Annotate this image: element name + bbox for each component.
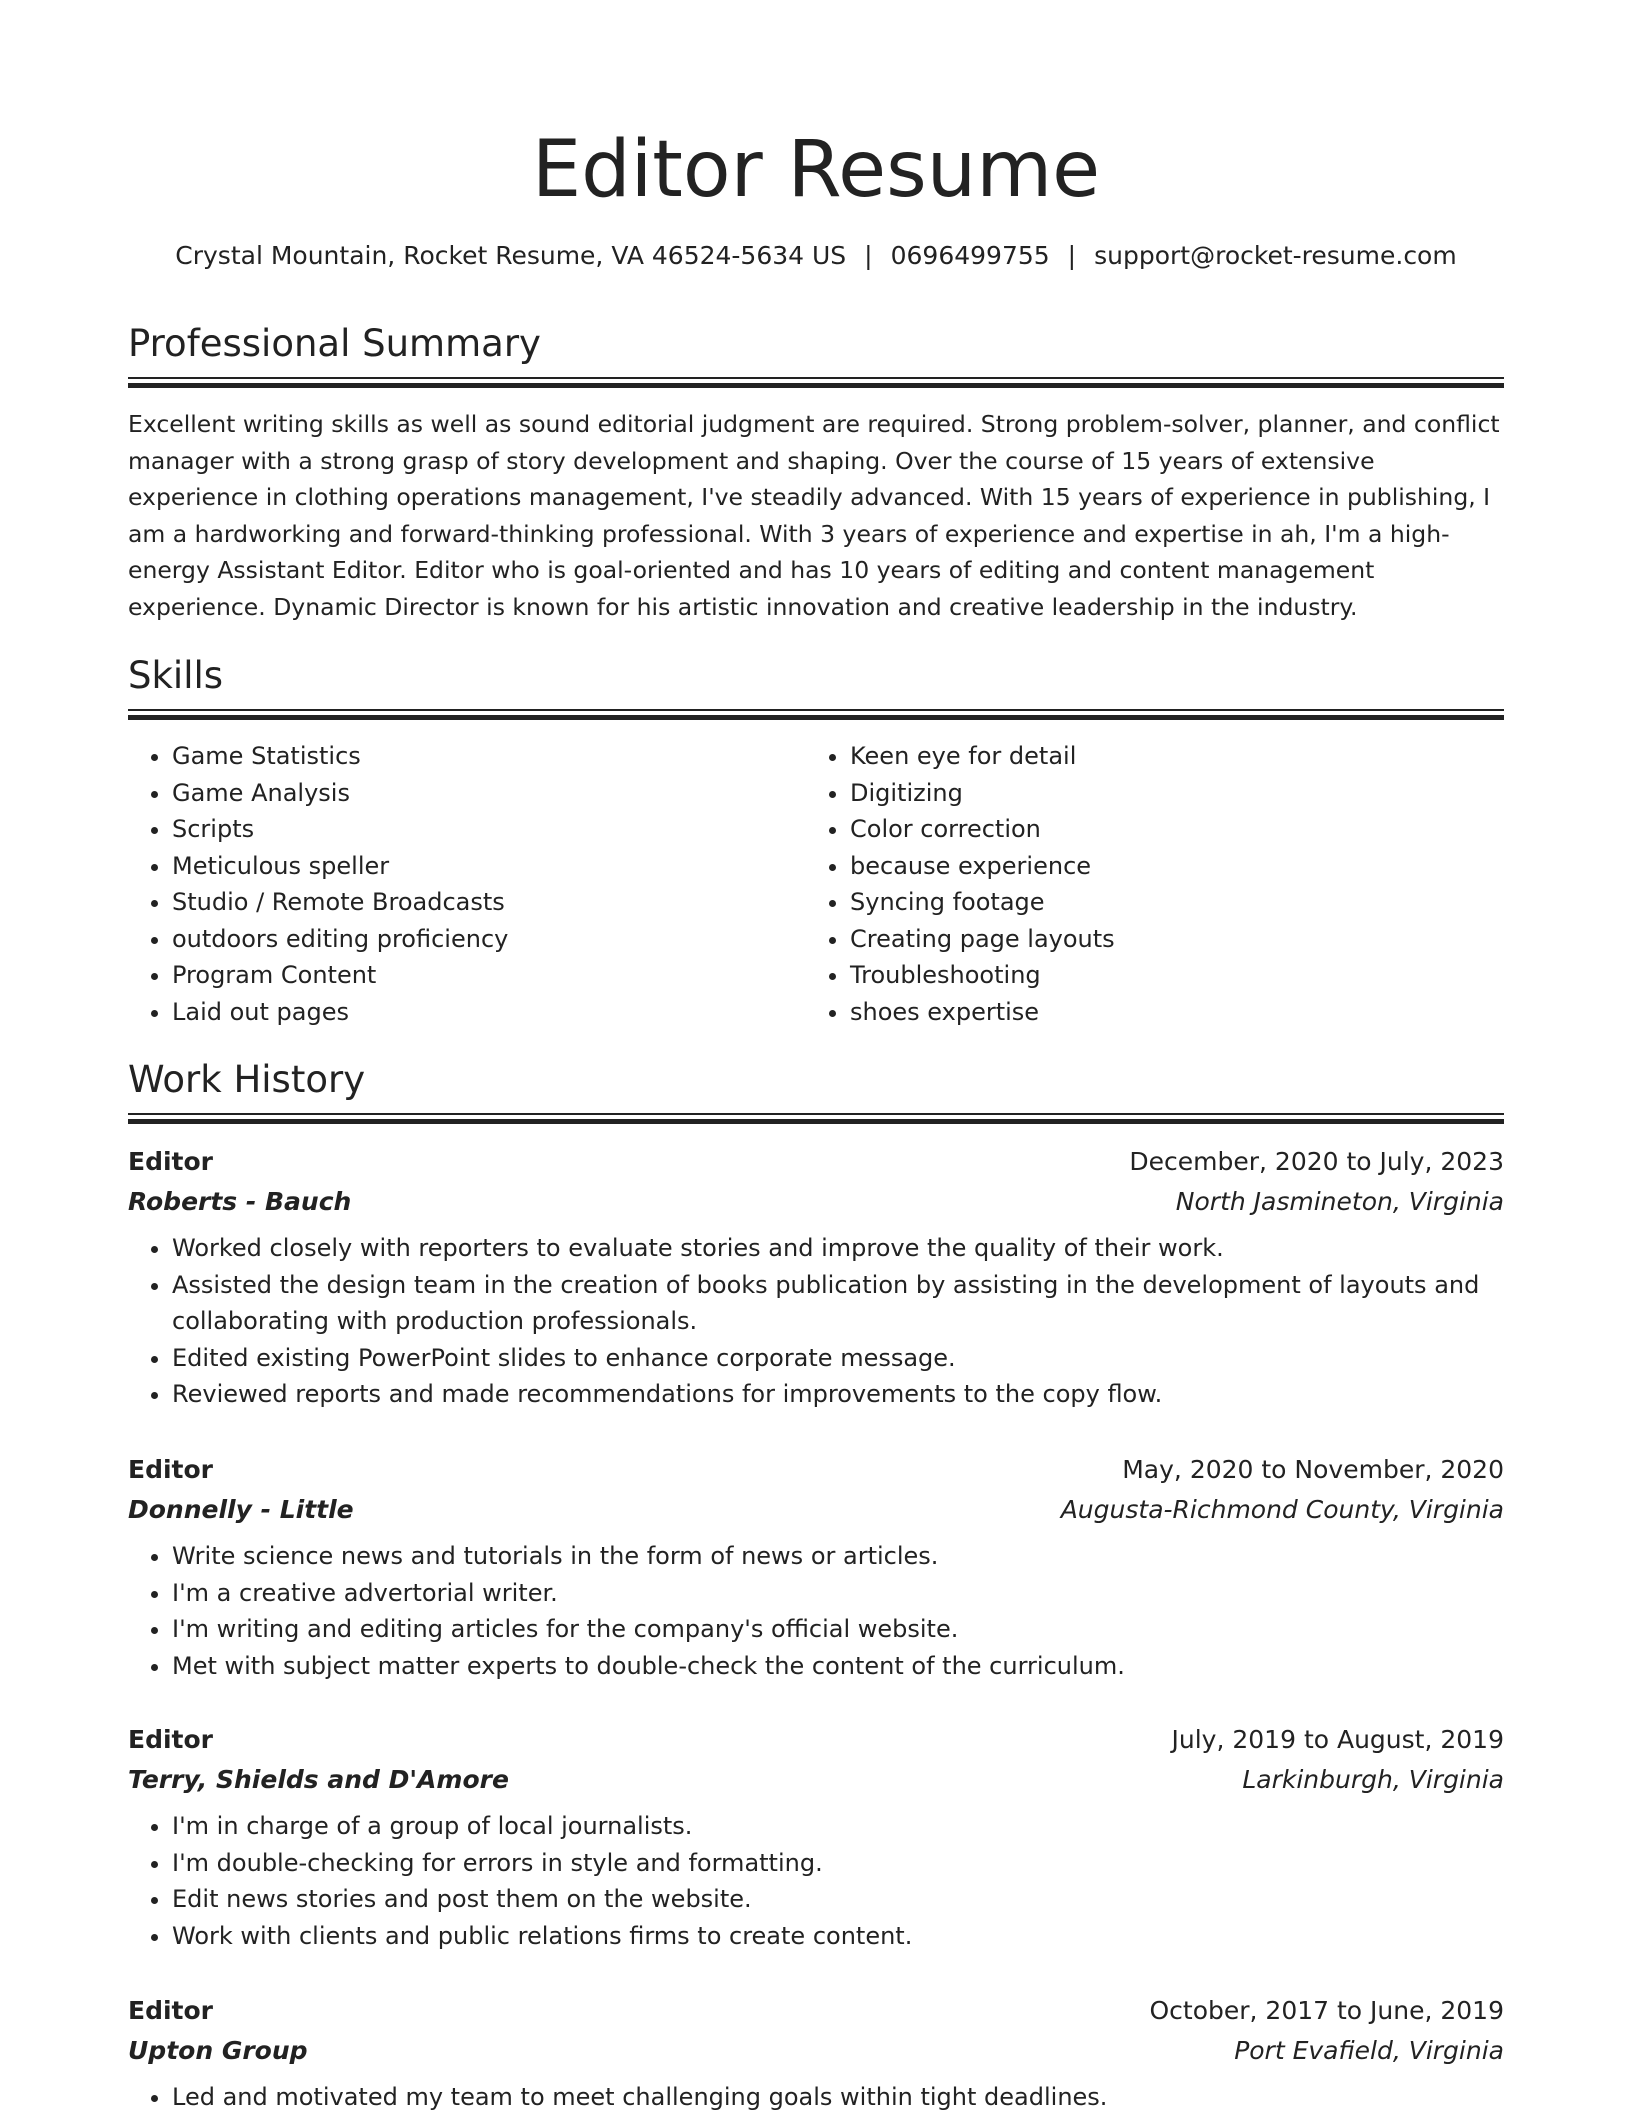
address: Crystal Mountain, Rocket Resume, VA 46524-5634 US [175,241,847,270]
skill-item: • outdoors editing proficiency [172,921,802,958]
skills-column-left [128,738,802,1030]
phone: 0696499755 [890,241,1050,270]
list-item: • Worked closely with reporters to evaluate stories and improve the quality of their work. [172,1230,1504,1267]
list-item: • Reviewed reports and made recommendations for improvements to the copy flow. [172,1376,1504,1413]
skill-item: • Keen eye for detail [850,738,1480,775]
job-title: Editor [128,1996,213,2025]
company-name: Terry, Shields and D'Amore [128,1765,509,1794]
job-dates: July, 2019 to August, 2019 [1171,1725,1504,1754]
skill-item: • shoes expertise [850,994,1480,1031]
list-item: • Edited existing PowerPoint slides to enhance corporate message. [172,1340,1504,1377]
skill-item: • Color correction [850,811,1480,848]
job-title: Editor [128,1455,213,1484]
work-history-heading: Work History [128,1058,366,1101]
skill-item: • Laid out pages [172,994,802,1031]
section-divider [128,709,1504,720]
job-dates: October, 2017 to June, 2019 [1149,1996,1504,2025]
job-location: North Jasmineton, Virginia [1175,1187,1504,1216]
job-duties [128,2079,1504,2116]
list-item: • I'm double-checking for errors in style and formatting. [172,1845,1504,1882]
list-item: • Assisted the design team in the creation of books publication by assisting in the development of layouts and collaborating with production professionals. [172,1267,1504,1340]
skill-item: • Program Content [172,957,802,994]
list-item: • Met with subject matter experts to double-check the content of the curriculum. [172,1648,1504,1685]
list-item: • I'm a creative advertorial writer. [172,1575,1504,1612]
skill-item: • Scripts [172,811,802,848]
job-location: Port Evafield, Virginia [1234,2036,1504,2065]
job-entry [128,1991,1504,2116]
contact-separator: | [864,241,873,270]
summary-text: Excellent writing skills as well as sound editorial judgment are required. Strong problem-solver, planner, and conflict manager with a strong grasp of story development and shaping. Over the course of 15 years of extensive experience in clothing operations management, I've steadily advanced. With 15 years of experience in publishing, I am a hardworking and forward-thinking professional. With 3 years of experience and expertise in ah, I'm a high-energy Assistant Editor. Editor who is goal-oriented and has 10 years of editing and content management experience. Dynamic Director is known for his artistic innovation and creative leadership in the industry. [128,410,1500,621]
skill-item: • Creating page layouts [850,921,1480,958]
list-item: • I'm writing and editing articles for the company's official website. [172,1611,1504,1648]
summary-heading: Professional Summary [128,322,541,365]
job-dates: December, 2020 to July, 2023 [1129,1147,1504,1176]
contact-separator: | [1067,241,1077,270]
section-divider [128,377,1504,388]
skill-item: • Game Analysis [172,775,802,812]
job-dates: May, 2020 to November, 2020 [1122,1455,1504,1484]
skill-item: • Digitizing [850,775,1480,812]
page-title: Editor Resume [531,125,1101,215]
skills-column-right [806,738,1480,1030]
section-divider [128,1113,1504,1124]
job-entry [128,1142,1504,1413]
email-link[interactable]: support@rocket-resume.com [1094,241,1457,270]
job-location: Augusta-Richmond County, Virginia [1060,1495,1504,1524]
company-name: Roberts - Bauch [128,1187,352,1216]
skill-item: • because experience [850,848,1480,885]
company-name: Upton Group [128,2036,308,2065]
job-entry [128,1720,1504,1954]
list-item: • Edit news stories and post them on the website. [172,1881,1504,1918]
contact-line [128,238,1504,274]
skill-item: • Game Statistics [172,738,802,775]
company-name: Donnelly - Little [128,1495,354,1524]
job-title: Editor [128,1725,213,1754]
skill-item: • Syncing footage [850,884,1480,921]
skill-item: • Studio / Remote Broadcasts [172,884,802,921]
list-item: • Led and motivated my team to meet challenging goals within tight deadlines. [172,2079,1504,2116]
job-entry [128,1450,1504,1684]
job-duties [128,1808,1504,1954]
job-location: Larkinburgh, Virginia [1242,1765,1504,1794]
job-title: Editor [128,1147,213,1176]
skill-item: • Troubleshooting [850,957,1480,994]
job-duties [128,1230,1504,1413]
list-item: • Work with clients and public relations firms to create content. [172,1918,1504,1955]
skills-heading: Skills [128,654,224,697]
list-item: • I'm in charge of a group of local journalists. [172,1808,1504,1845]
job-duties [128,1538,1504,1684]
skill-item: • Meticulous speller [172,848,802,885]
list-item: • Write science news and tutorials in the form of news or articles. [172,1538,1504,1575]
